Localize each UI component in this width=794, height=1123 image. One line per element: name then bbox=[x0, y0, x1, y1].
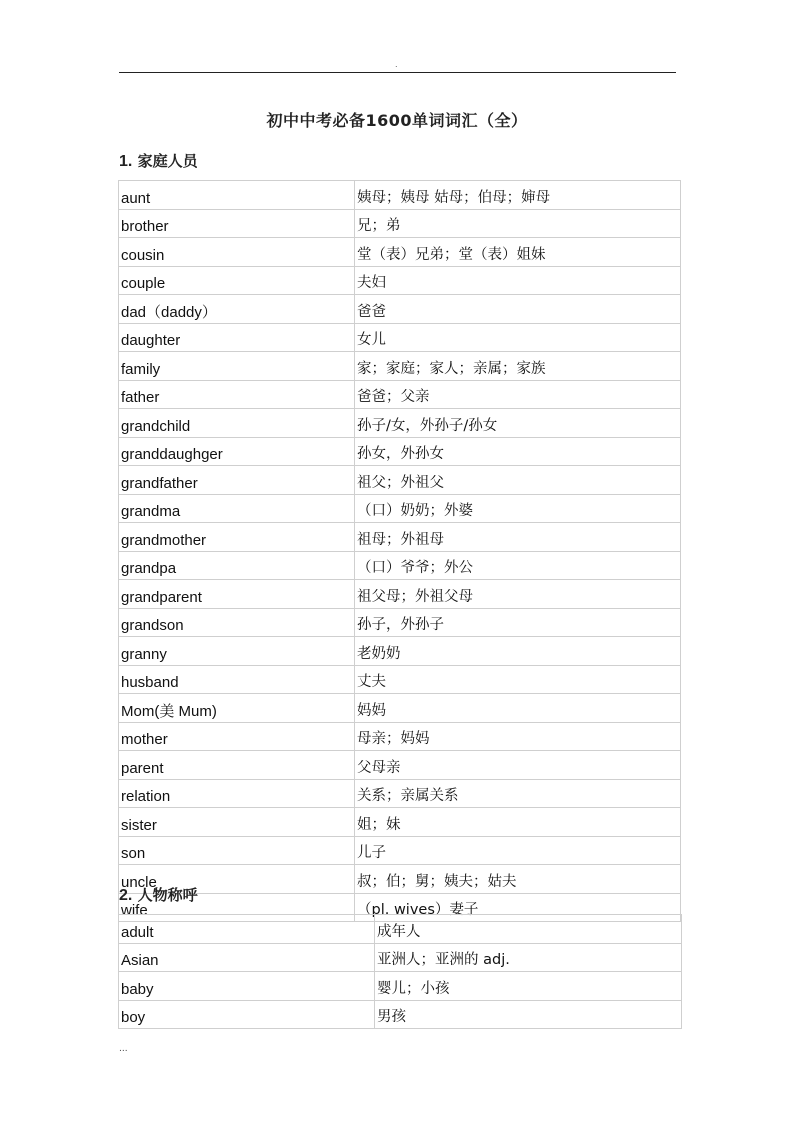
chinese-meaning-cell: 爸爸 bbox=[355, 295, 681, 324]
chinese-meaning-cell: 家；家庭；家人；亲属；家族 bbox=[355, 352, 681, 381]
chinese-meaning-cell: 孙子，外孙子 bbox=[355, 608, 681, 637]
table-row bbox=[119, 694, 681, 723]
english-word-cell: grandparent bbox=[119, 580, 355, 609]
english-word-cell: family bbox=[119, 352, 355, 381]
chinese-meaning-cell: 祖父母；外祖父母 bbox=[355, 580, 681, 609]
english-word-cell: grandfather bbox=[119, 466, 355, 495]
chinese-meaning-cell: 女儿 bbox=[355, 323, 681, 352]
section-title: 人物称呼 bbox=[137, 886, 198, 904]
chinese-meaning-cell: 姐；妹 bbox=[355, 808, 681, 837]
english-word-cell: grandma bbox=[119, 494, 355, 523]
english-word-cell: husband bbox=[119, 665, 355, 694]
vocab-table-family bbox=[118, 180, 681, 922]
chinese-meaning-cell: 丈夫 bbox=[355, 665, 681, 694]
chinese-meaning-cell: 父母亲 bbox=[355, 751, 681, 780]
table-row bbox=[119, 972, 682, 1001]
english-word-cell: granddaughger bbox=[119, 437, 355, 466]
chinese-meaning-cell: 孙子/女，外孙子/孙女 bbox=[355, 409, 681, 438]
chinese-meaning-cell: 祖父；外祖父 bbox=[355, 466, 681, 495]
table-row bbox=[119, 466, 681, 495]
english-word-cell: aunt bbox=[119, 181, 355, 210]
english-word-cell: mother bbox=[119, 722, 355, 751]
table-row bbox=[119, 494, 681, 523]
english-word-cell: Mom(美 Mum) bbox=[119, 694, 355, 723]
chinese-meaning-cell: 男孩 bbox=[375, 1000, 682, 1029]
english-word-cell: father bbox=[119, 380, 355, 409]
table-row bbox=[119, 943, 682, 972]
footer-mark: ... bbox=[119, 1044, 128, 1054]
table-row bbox=[119, 295, 681, 324]
table-row bbox=[119, 266, 681, 295]
table-row bbox=[119, 323, 681, 352]
vocab-table-body bbox=[119, 181, 681, 922]
document-title: 初中中考必备1600单词词汇（全） bbox=[266, 111, 528, 130]
table-row bbox=[119, 915, 682, 944]
chinese-meaning-cell: 爸爸；父亲 bbox=[355, 380, 681, 409]
english-word-cell: dad（daddy） bbox=[119, 295, 355, 324]
section-number: 1. bbox=[119, 153, 133, 170]
english-word-cell: couple bbox=[119, 266, 355, 295]
english-word-cell: adult bbox=[119, 915, 375, 944]
section-number: 2. bbox=[119, 887, 133, 904]
chinese-meaning-cell: （pl. wives）妻子 bbox=[355, 893, 681, 922]
english-word-cell: Asian bbox=[119, 943, 375, 972]
header-rule bbox=[119, 72, 676, 73]
chinese-meaning-cell: 兄；弟 bbox=[355, 209, 681, 238]
table-row bbox=[119, 238, 681, 267]
table-row bbox=[119, 551, 681, 580]
chinese-meaning-cell: 婴儿；小孩 bbox=[375, 972, 682, 1001]
english-word-cell: wife bbox=[119, 893, 355, 922]
english-word-cell: grandmother bbox=[119, 523, 355, 552]
english-word-cell: uncle bbox=[119, 865, 355, 894]
table-row bbox=[119, 722, 681, 751]
table-row bbox=[119, 836, 681, 865]
chinese-meaning-cell: （口）爷爷；外公 bbox=[355, 551, 681, 580]
table-row bbox=[119, 437, 681, 466]
english-word-cell: parent bbox=[119, 751, 355, 780]
table-row bbox=[119, 665, 681, 694]
chinese-meaning-cell: 祖母；外祖母 bbox=[355, 523, 681, 552]
english-word-cell: baby bbox=[119, 972, 375, 1001]
table-row bbox=[119, 380, 681, 409]
chinese-meaning-cell: 母亲；妈妈 bbox=[355, 722, 681, 751]
table-row bbox=[119, 352, 681, 381]
chinese-meaning-cell: 姨母；姨母 姑母；伯母；婶母 bbox=[355, 181, 681, 210]
vocab-table-body bbox=[119, 915, 682, 1029]
chinese-meaning-cell: 亚洲人；亚洲的 adj. bbox=[375, 943, 682, 972]
table-row bbox=[119, 751, 681, 780]
table-row bbox=[119, 409, 681, 438]
chinese-meaning-cell: 夫妇 bbox=[355, 266, 681, 295]
chinese-meaning-cell: 叔；伯；舅；姨夫；姑夫 bbox=[355, 865, 681, 894]
table-row bbox=[119, 209, 681, 238]
header-mark: . bbox=[395, 60, 398, 69]
table-row bbox=[119, 779, 681, 808]
table-row bbox=[119, 637, 681, 666]
chinese-meaning-cell: 成年人 bbox=[375, 915, 682, 944]
chinese-meaning-cell: 孙女，外孙女 bbox=[355, 437, 681, 466]
english-word-cell: cousin bbox=[119, 238, 355, 267]
english-word-cell: grandchild bbox=[119, 409, 355, 438]
table-row bbox=[119, 523, 681, 552]
english-word-cell: granny bbox=[119, 637, 355, 666]
chinese-meaning-cell: 老奶奶 bbox=[355, 637, 681, 666]
english-word-cell: grandpa bbox=[119, 551, 355, 580]
chinese-meaning-cell: 关系；亲属关系 bbox=[355, 779, 681, 808]
english-word-cell: relation bbox=[119, 779, 355, 808]
table-row bbox=[119, 865, 681, 894]
english-word-cell: sister bbox=[119, 808, 355, 837]
chinese-meaning-cell: 堂（表）兄弟；堂（表）姐妹 bbox=[355, 238, 681, 267]
section-title: 家庭人员 bbox=[137, 152, 198, 170]
table-row bbox=[119, 580, 681, 609]
english-word-cell: son bbox=[119, 836, 355, 865]
table-row bbox=[119, 808, 681, 837]
english-word-cell: daughter bbox=[119, 323, 355, 352]
chinese-meaning-cell: 妈妈 bbox=[355, 694, 681, 723]
section-heading-family bbox=[119, 150, 198, 171]
section-heading-people bbox=[119, 884, 198, 905]
vocab-table-people bbox=[118, 914, 682, 1029]
chinese-meaning-cell: （口）奶奶；外婆 bbox=[355, 494, 681, 523]
english-word-cell: brother bbox=[119, 209, 355, 238]
chinese-meaning-cell: 儿子 bbox=[355, 836, 681, 865]
english-word-cell: grandson bbox=[119, 608, 355, 637]
english-word-cell: boy bbox=[119, 1000, 375, 1029]
table-row bbox=[119, 1000, 682, 1029]
table-row bbox=[119, 181, 681, 210]
table-row bbox=[119, 608, 681, 637]
